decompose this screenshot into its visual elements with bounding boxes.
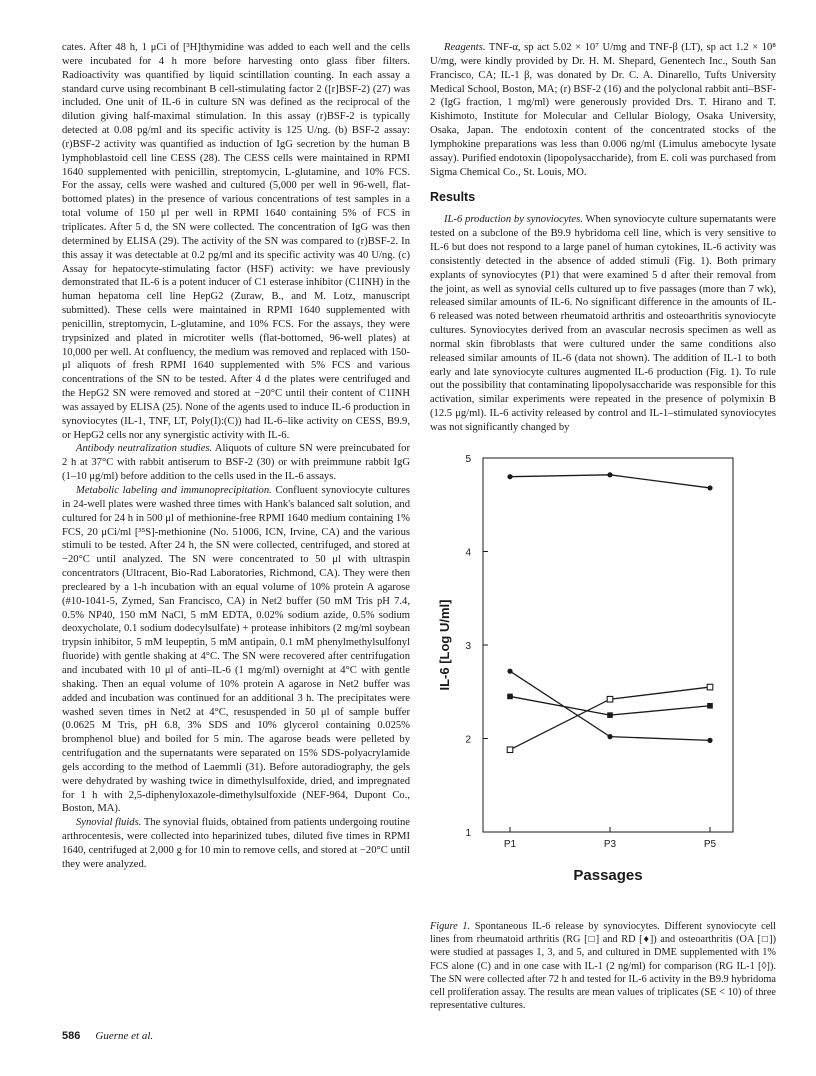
runin-antibody: Antibody neutralization studies. [76,443,213,455]
methods-paragraph-antibody [62,442,410,484]
line-chart [430,445,780,915]
text-labeling: Confluent synoviocyte cultures in 24-well plates were washed three times with Hank's balanced salt solution, and cultured for 24 h in 500 μl of methionine-free RPMI 1640 medium containing 1% FCS, 20 μCi/ml [³⁵S]-methionine (No. 51006, ICN, Irvine, CA) and the various stimuli to be tested. After 24 h, the SN were collected, centrifuged, and stored at −20°C until analyzed. The SN were concentrated to 50 μl with ultraspin concentrators (Ultracent, Bio-Rad Laboratories, Richmond, CA). They were then precleared by a 1-h incubation with an equal volume of 10% protein A agarose (#10-1041-5, Zymed, San Francisco, CA) in Net2 buffer (50 mM Tris pH 7.4, 0.5% NP40, 150 mM NaCl, 5 mM EDTA, 0.02% sodium azide, 0.5% sodium deoxycholate, 0.1 sodium dodecylsulfate) + protease inhibitors (2 mg/ml soybean trypsin inhibitor, 5 mM leupeptin, 5 mM antipain, 0.1 mM phenylmethylsulfonyl fluoride) with gentle shaking at 4°C. The SN were recovered after centrifugation and incubated with 10 μl of anti–IL-6 (1 mg/ml) overnight at 4°C with gentle shaking. Then an equal volume of 10% protein A agarose in Net2 buffer was added and incubation was continued for an additional 3 h. The precipitates were washed seven times in Net2 at 4°C, resuspended in 50 μl of sample buffer (0.0625 M Tris, pH 6.8, 3% SDS and 10% glycerol containing 0.025% bromphenol blue) and boiled for 5 min. The agarose beads were pelleted by centrifugation and the supernatants were separated on 15% SDS-polyacrylamide gels according to the method of Laemmli (31). Before autoradiography, the gels were dehydrated by washing twice in dimethylsulfoxide, dried, and impregnated for 1 h with 2,5-diphenyloxazole-dimethylsulfoxide (NEF-964, Dupont Co., Boston, MA). [62,485,411,815]
methods-paragraph-synovial [62,816,410,871]
series-4-point-P3 [607,696,613,702]
caption-text: Spontaneous IL-6 release by synoviocytes. Different synoviocyte cell lines from rheumatoid arthritis (RG [□] and RD [♦]) and osteoarthritis (OA [□]) were studied at passages 1, 3, and 5, and cultured in DME supplemented with 1% FCS alone (C) and in one case with IL-1 (2 ng/ml) for comparison (RG IL-1 [◊]). The SN were collected after 72 h and tested for IL-6 activity in the B9.9 hybridoma cell proliferation assay. The results are mean values of triplicates (SE < 10) of three representative cultures. [430,921,776,1012]
series-4-point-P5 [707,684,713,690]
methods-paragraph-labeling [62,484,410,816]
series-2-point-P1 [507,669,512,674]
results-paragraph [430,213,776,435]
y-tick-label: 2 [465,734,471,746]
series-3-point-P5 [707,703,713,709]
runin-reagents: Reagents. [444,42,486,53]
runin-labeling: Metabolic labeling and immunoprecipitation. [76,485,272,496]
y-tick-label: 3 [465,641,471,652]
methods-paragraph-reagents [430,41,776,179]
text-reagents: TNF-α, sp act 5.02 × 10⁷ U/mg and TNF-β (LT), sp act 1.2 × 10⁸ U/mg, were kindly provided by Dr. H. M. Shepard, Genentech Inc., South San Francisco, CA; IL-1 β, was donated by Dr. C. A. Dinarello, Tufts University Medical School, Boston, MA; (r) BSF-2 (16) and the polyclonal rabbit anti–BSF-2 (IgG fraction, 1 mg/ml) were generously provided Drs. T. Hirano and T. Kishimoto, Institute for Molecular and Cellular Biology, Osaka University, Osaka, Japan. The endotoxin content of the concentrated stocks of the lymphokine preparations was less than 0.006 ng/ml (Limulus amebocyte lysate assay). Purified endotoxin (lipopolysaccharide), from E. coli was purchased from Sigma Chemical Co., St. Louis, MO. [430,42,776,178]
results-heading: Results [430,190,476,205]
page-number: 586 [62,1030,81,1042]
series-1-point-P5 [707,485,712,490]
x-tick-label: P1 [503,839,517,850]
text-results: When synoviocyte culture supernatants were tested on a subclone of the B9.9 hybridoma cell line, which is very sensitive to IL-6 but does not respond to a large panel of human cytokines, IL-6 activity was consistently detected in the absence of added stimuli (Fig. 1). Both primary explants of synoviocytes (P1) that were examined 5 d after their removal from the joint, as well as synovial cells cultured up to five passages (more than 7 wk), released similar amounts of IL-6. No significant difference in the amounts of IL-6 released was noted between rheumatoid arthritis and osteoarthritis synoviocyte cultures. Synoviocytes derived from an avascular necrosis specimen as well as normal skin fibroblasts that were cultured under the same conditions also released similar amounts of IL-6 (data not shown). The addition of IL-1 to both early and late synoviocyte cultures augmented IL-6 production (Fig. 1). To rule out the possibility that contaminating lipopolysaccharide was responsible for this activation, similar experiments were repeated in the presence of polymixin B (12.5 μg/ml). IL-6 activity released by control and IL-1–stimulated synoviocytes was not significantly changed by [430,214,776,433]
runin-results: IL-6 production by synoviocytes. [444,214,583,226]
y-axis-label: IL-6 [Log U/ml] [437,599,452,691]
y-tick-label: 4 [465,547,471,559]
text-synovial: The synovial fluids, obtained from patients undergoing routine arthrocentesis, were collected into heparinized tubes, diluted five times in RPMI 1640, centrifuged at 2,000 g for 10 min to remove cells, and stored at −20°C until they were analyzed. [62,817,410,870]
caption-label: Figure 1. [430,921,471,932]
right-column [430,41,776,435]
x-tick-label: P5 [703,839,717,850]
series-4-point-P1 [507,747,513,753]
series-1-point-P3 [607,472,612,477]
figure-1 [430,445,780,915]
x-axis-label: Passages [573,867,643,884]
series-2-point-P3 [607,734,612,739]
series-3-point-P3 [607,712,613,718]
text-antibody: Aliquots of culture SN were preincubated for 2 h at 37°C with rabbit antiserum to BSF-2 (30) or with preimmune rabbit IgG (1–10 μg/ml) before addition to the cells used in the IL-6 assays. [62,443,410,483]
series-2-line [510,671,710,740]
figure-caption [430,920,776,1012]
runin-synovial: Synovial fluids. [76,817,142,829]
y-tick-label: 1 [465,828,471,839]
page-footer [62,1030,153,1042]
running-authors: Guerne et al. [95,1030,154,1042]
series-2-point-P5 [707,738,712,743]
plot-frame [483,458,733,832]
left-column [62,41,410,872]
y-tick-label: 5 [465,454,471,465]
x-tick-label: P3 [603,839,617,850]
series-1-point-P1 [507,474,512,479]
methods-paragraph-assays: cates. After 48 h, 1 μCi of [³H]thymidine was added to each well and the cells were incubated for 4 h more before harvesting onto glass fiber filters. Radioactivity was quantified by liquid scintillation counting. In each assay a standard curve using recombinant B cell-stimulating factor 2 ([r]BSF-2) (27) was included. One unit of IL-6 in culture SN was defined as the reciprocal of the dilution giving half-maximal stimulation. In this assay (r)BSF-2 is typically detected at 0.08 pg/ml and its specific activity is 125 U/ng. (b) BSF-2 assay: (r)BSF-2 activity was quantified as induction of IgG secretion by the human B lymphoblastoid cell line CESS (28). The CESS cells were maintained in RPMI 1640 supplemented with penicillin, streptomycin, L-glutamine, and 10% FCS. For the assay, cells were washed and cultured (5,000 per well in 96-well, flat-bottomed plates) in the presence of various concentrations of test samples in a total volume of 150 μl per well in RPMI 1640 containing 5% of FCS in triplicates. After 5 d, the SN were collected. The concentration of IgG was then determined by ELISA (29). The activity of the SN was compared to (r)BSF-2. In this assay it was detectable at 0.2 pg/ml and its specific activity was 40 U/ng. (c) Assay for hepatocyte-stimulating factor (HSF) activity: we have previously demonstrated that IL-6 is a potent inducer of C1 esterase inhibitor (C1INH) in the human hepatoma cell line HepG2 (Zuraw, B., and M. Lotz, manuscript submitted). These cells were maintained in RPMI 1640 supplemented with penicillin, streptomycin, L-glutamine, and 10% FCS. For the assays, they were trypsinized and plated in microtiter wells (flat-bottomed, 96-well plates) at 10,000 per well. At confluency, the medium was removed and replaced with 150-μl aliquots of fresh RPMI 1640 supplemented with 5% FCS and various concentrations of the SN to be tested. After 4 d the plates were centrifuged and the HepG2 SN were removed and stored at −20°C until their content of C1INH was assayed by ELISA (25). None of the agents used to induce IL-6 production in synoviocytes (IL-1, TNF, LT, Poly(I):(C)) had IL-6–like activity on CESS, B9.9, or HepG2 cells nor any synergistic activity with IL-6. [62,42,410,441]
series-3-point-P1 [507,694,513,700]
